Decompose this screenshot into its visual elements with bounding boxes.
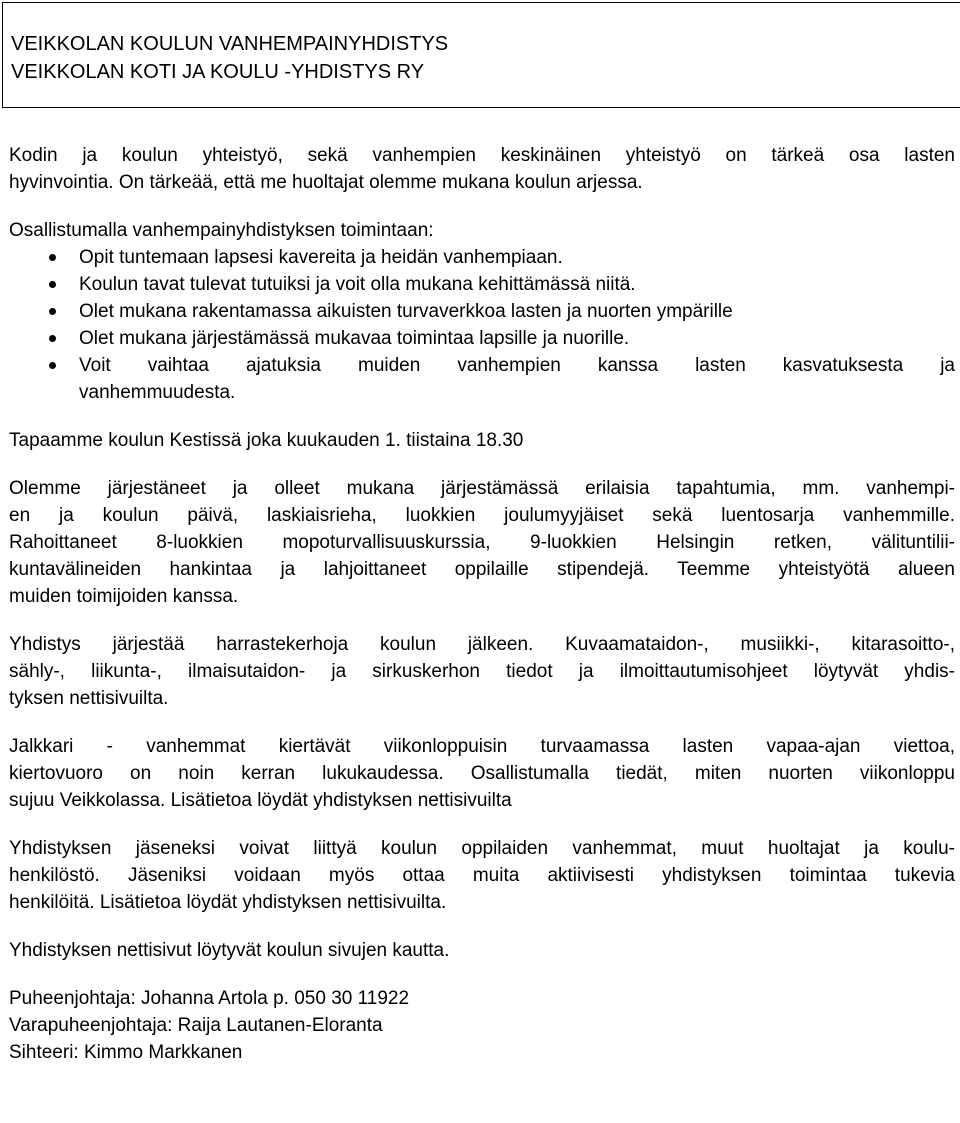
header-title-line1: VEIKKOLAN KOULUN VANHEMPAINYHDISTYS xyxy=(11,33,449,55)
meeting-info: Tapaamme koulun Kestissä joka kuukauden 1. tiistaina 18.30 xyxy=(9,430,524,451)
bullet-icon xyxy=(49,281,56,288)
clubs-line: tyksen nettisivuilta. xyxy=(9,688,169,709)
events-paragraph xyxy=(9,475,955,610)
list-item-line: vanhemmuudesta. xyxy=(79,382,236,403)
membership-line: henkilöitä. Lisätietoa löydät yhdistyksen nettisivuilta. xyxy=(9,892,447,913)
clubs-line: Yhdistys järjestää harrastekerhoja koulun jälkeen. Kuvaamataidon-, musiikki-, kitarasoitto-, xyxy=(9,634,955,655)
contact-secretary: Sihteeri: Kimmo Markkanen xyxy=(9,1042,243,1063)
intro-line: Kodin ja koulun yhteistyö, sekä vanhempien keskinäinen yhteistyö on tärkeä osa lasten xyxy=(9,145,955,166)
intro-paragraph xyxy=(9,142,955,196)
list-item: Koulun tavat tulevat tutuiksi ja voit olla mukana kehittämässä niitä. xyxy=(9,271,955,298)
membership-paragraph xyxy=(9,835,955,916)
jalkkari-line: kiertovuoro on noin kerran lukukaudessa. Osallistumalla tiedät, miten nuorten viikonloppu xyxy=(9,763,955,784)
bullet-icon xyxy=(49,362,56,369)
document-body xyxy=(9,142,955,1066)
events-line: kuntavälineiden hankintaa ja lahjoittaneet oppilaille stipendejä. Teemme yhteistyötä alueen xyxy=(9,559,955,580)
contact-vice-chair: Varapuheenjohtaja: Raija Lautanen-Eloranta xyxy=(9,1015,383,1036)
list-item: Olet mukana rakentamassa aikuisten turvaverkkoa lasten ja nuorten ympärille xyxy=(9,298,955,325)
events-line: muiden toimijoiden kanssa. xyxy=(9,586,239,607)
list-item: Opit tuntemaan lapsesi kavereita ja heidän vanhempiaan. xyxy=(9,244,955,271)
membership-line: henkilöstö. Jäseniksi voidaan myös ottaa muita aktiivisesti yhdistyksen toimintaa tukevia xyxy=(9,865,955,886)
clubs-line: sähly-, liikunta-, ilmaisutaidon- ja sirkuskerhon tiedot ja ilmoittautumisohjeet löytyvät yhdis- xyxy=(9,661,955,682)
list-item-line: Voit vaihtaa ajatuksia muiden vanhempien kanssa lasten kasvatuksesta ja xyxy=(79,355,955,376)
intro-line: hyvinvointia. On tärkeää, että me huoltajat olemme mukana koulun arjessa. xyxy=(9,172,643,193)
jalkkari-line: Jalkkari - vanhemmat kiertävät viikonloppuisin turvaamassa lasten vapaa-ajan viettoa, xyxy=(9,736,955,757)
events-line: en ja koulun päivä, laskiaisrieha, luokkien joulumyyjäiset sekä luentosarja vanhemmille. xyxy=(9,505,955,526)
header-box xyxy=(2,2,960,108)
clubs-paragraph xyxy=(9,631,955,712)
website-info: Yhdistyksen nettisivut löytyvät koulun sivujen kautta. xyxy=(9,940,450,961)
jalkkari-line: sujuu Veikkolassa. Lisätietoa löydät yhdistyksen nettisivuilta xyxy=(9,790,512,811)
list-item xyxy=(9,352,955,406)
jalkkari-paragraph xyxy=(9,733,955,814)
bullet-icon xyxy=(49,335,56,342)
membership-line: Yhdistyksen jäseneksi voivat liittyä koulun oppilaiden vanhemmat, muut huoltajat ja koulu- xyxy=(9,838,955,859)
header-title-line2: VEIKKOLAN KOTI JA KOULU -YHDISTYS RY xyxy=(11,61,425,83)
events-line: Rahoittaneet 8-luokkien mopoturvallisuuskurssia, 9-luokkien Helsingin retken, välituntilii- xyxy=(9,532,955,553)
events-line: Olemme järjestäneet ja olleet mukana järjestämässä erilaisia tapahtumia, mm. vanhempi- xyxy=(9,478,955,499)
list-item: Olet mukana järjestämässä mukavaa toimintaa lapsille ja nuorille. xyxy=(9,325,955,352)
contact-chair: Puheenjohtaja: Johanna Artola p. 050 30 11922 xyxy=(9,988,410,1009)
bullet-icon xyxy=(49,308,56,315)
participation-heading: Osallistumalla vanhempainyhdistyksen toimintaan: xyxy=(9,220,434,241)
bullet-icon xyxy=(49,254,56,261)
benefits-list xyxy=(9,244,955,406)
contacts-block xyxy=(9,985,955,1066)
